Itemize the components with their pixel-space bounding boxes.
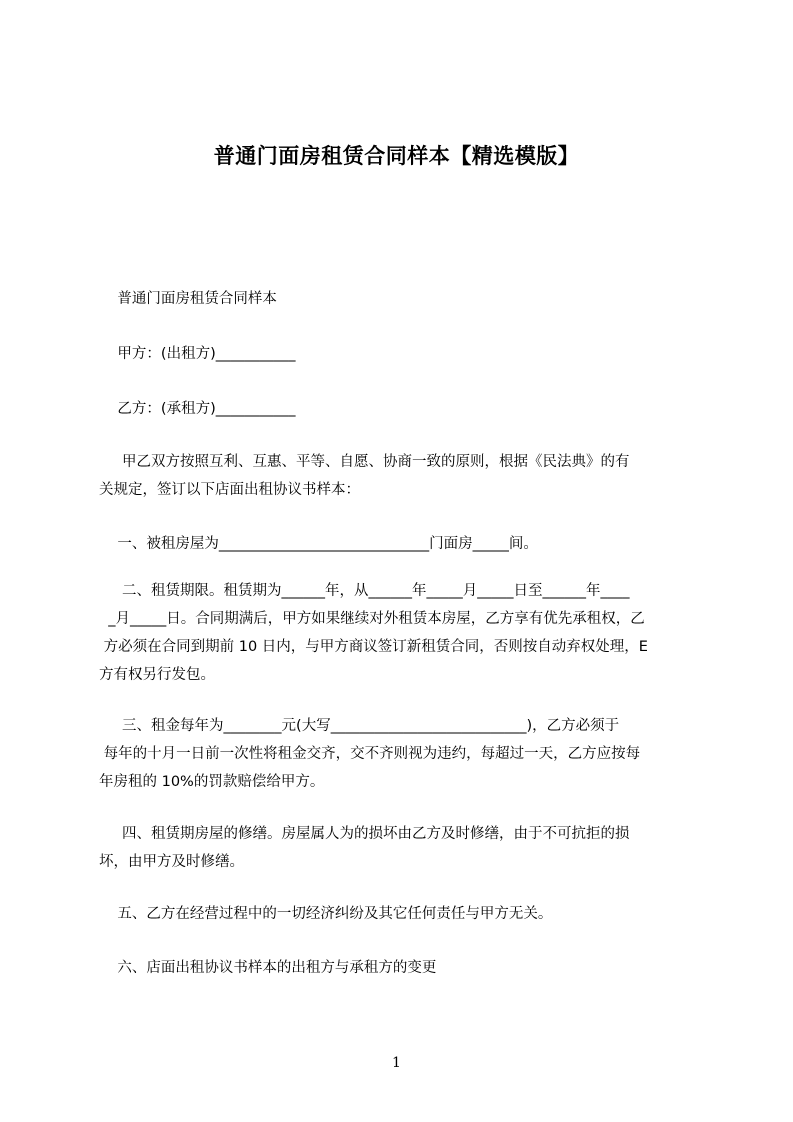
text-line: 乙方：(承租方)___________ (99, 401, 296, 417)
text-line: 三、租金每年为________元(大写___________________________)，乙方必须于 (99, 718, 620, 734)
text-line: 普通门面房租赁合同样本 (99, 291, 277, 307)
text-line: 每年的十月一日前一次性将租金交齐，交不齐则视为违约，每超过一天，乙方应按每 (99, 746, 641, 762)
text-line: 坏，由甲方及时修缮。 (99, 854, 244, 870)
paragraph-clause-1 (99, 530, 699, 558)
paragraph-header (99, 285, 699, 313)
paragraph-clause-4 (99, 820, 699, 876)
paragraph-intro (99, 448, 699, 504)
text-line: 年房租的 10%的罚款赔偿给甲方。 (99, 774, 325, 790)
document-title: 普通门面房租赁合同样本【精选模版】 (213, 144, 580, 168)
text-line: 甲方：(出租方)___________ (99, 346, 296, 362)
paragraph-party-a (99, 340, 699, 368)
paragraph-party-b (99, 395, 699, 423)
text-line: 方有权另行发包。 (99, 667, 215, 683)
text-line: 甲乙双方按照互利、互惠、平等、自愿、协商一致的原则，根据《民法典》的有 (99, 454, 630, 470)
text-line: 五、乙方在经营过程中的一切经济纠纷及其它任何责任与甲方无关。 (99, 906, 553, 922)
text-line: 四、租赁期房屋的修缮。房屋属人为的损坏由乙方及时修缮，由于不可抗拒的损 (99, 826, 630, 842)
text-line: _月_____日。合同期满后，甲方如果继续对外租赁本房屋，乙方享有优先承租权，乙 (99, 611, 645, 627)
paragraph-clause-6 (99, 954, 699, 982)
paragraph-clause-3 (99, 712, 699, 796)
text-line: 关规定，签订以下店面出租协议书样本： (99, 482, 360, 498)
text-line: 六、店面出租协议书样本的出租方与承租方的变更 (99, 960, 437, 976)
text-line: 一、被租房屋为_____________________________门面房_____间。 (99, 536, 538, 552)
text-line: 二、租赁期限。租赁期为______年，从______年_____月_____日至______年____ (99, 583, 630, 599)
paragraph-clause-2 (99, 577, 699, 689)
page-number: 1 (392, 1055, 401, 1071)
paragraph-clause-5 (99, 900, 699, 928)
text-line: 方必须在合同到期前 10 日内，与甲方商议签订新租赁合同，否则按自动弃权处理，E (99, 639, 648, 655)
